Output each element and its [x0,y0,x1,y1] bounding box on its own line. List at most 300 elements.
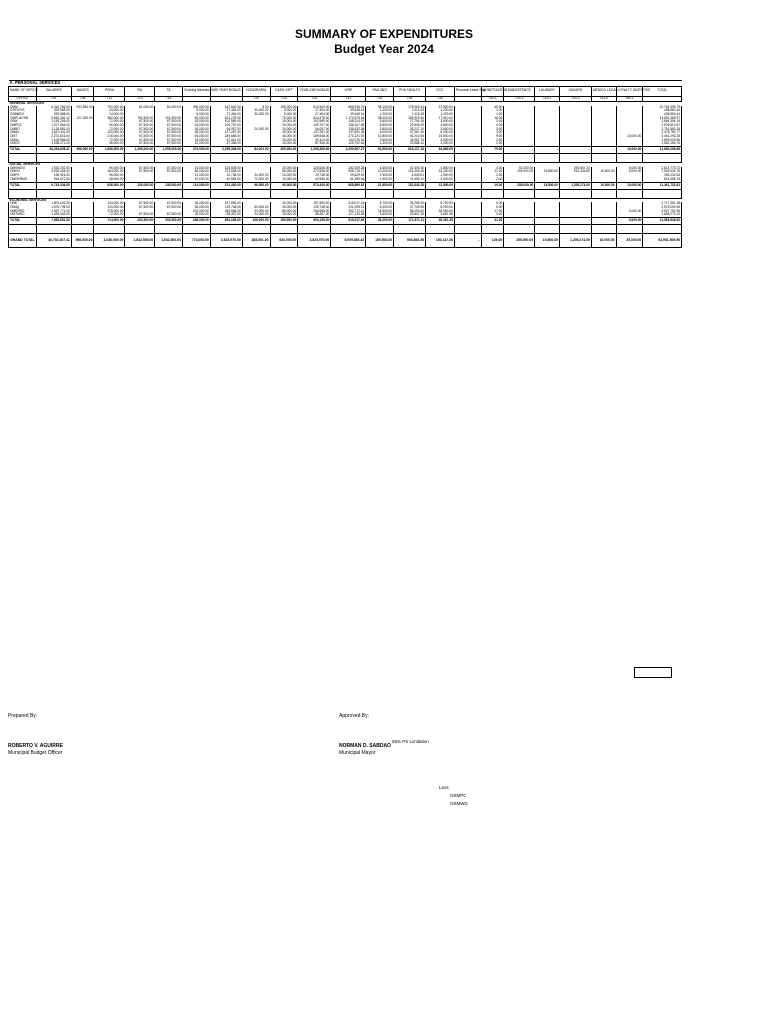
table-cell: 9.00 [481,135,504,139]
spacer-cell [9,225,37,234]
table-cell: 4,800.00 [366,124,394,128]
spacer-cell [454,153,481,162]
grand-total-cell: 1,642,500.00 [155,234,183,248]
total-cell: - [71,218,94,225]
column-code: 742-1 [481,96,504,101]
prepared-by-label: Prepared By: [8,713,38,719]
table-cell: 36,000.00 [183,206,211,210]
column-header: ECC [426,86,455,96]
table-cell: 12,000.00 [183,178,211,182]
column-header: LAUNDRY [535,86,560,96]
table-cell: 42,556.00 [298,178,331,182]
table-cell: 10,000.00 [616,135,643,139]
total-cell: 910,017.65 [331,218,366,225]
spacer-cell [210,225,242,234]
table-cell: 24,000.00 [242,213,270,217]
table-cell: 67,500.00 [125,128,155,132]
column-header: TA [155,86,183,96]
total-cell: 1,896,000.00 [94,146,125,153]
grand-total-cell: 25,000.00 [616,234,643,248]
ps-limitation-note: 55% PS Limitation [392,739,429,744]
table-cell: 3.00 [481,120,504,124]
table-cell: 498,860.44 [643,109,682,113]
table-cell: 24,000.00 [242,128,270,132]
table-cell: 10,764,395.75 [643,106,682,110]
grand-total-label: GRAND TOTAL [9,234,37,248]
office-name: OMENRO [9,210,37,214]
table-cell: 72,000.00 [242,178,270,182]
table-cell: 67,500.00 [155,139,183,143]
table-cell: 751,500.00 [155,117,183,121]
column-code: 789-1 [616,96,643,101]
table-cell: 1.00 [481,113,504,117]
table-cell: 1,038,271.00 [36,142,71,146]
table-cell: 1,864,394.15 [643,120,682,124]
office-name: OMCR [9,142,37,146]
approved-by-title: Municipal Mayor [339,750,376,756]
table-cell: 868,936.76 [331,106,366,110]
spacer-cell [125,189,155,198]
spacer-cell [504,153,535,162]
table-cell: 54,000.00 [183,135,211,139]
table-cell: 27,464.00 [298,109,331,113]
table-cell: 24,000.00 [242,210,270,214]
column-code: OFFICE [9,96,37,101]
office-name: OME [9,202,37,206]
grand-total-cell: 40,702,207.41 [36,234,71,248]
total-cell: 996,000.00 [71,146,94,153]
table-cell: 6.00 [481,202,504,206]
total-cell: 3,290,067.27 [331,146,366,153]
table-cell: 294,847.24 [559,167,591,171]
total-cell: 11,461,702.81 [643,182,682,189]
table-cell: 72,000.00 [94,120,125,124]
table-cell: 60,000.00 [242,206,270,210]
total-cell: 636,000.00 [94,182,125,189]
grand-total-cell: 64,951,509.96 [643,234,682,248]
grand-total-cell: 255,000.00 [504,234,535,248]
table-cell: 20,000.00 [270,124,298,128]
group-total-row [9,218,682,225]
office-name: OMAg [9,206,37,210]
spacer-cell [426,225,455,234]
spacer-cell [394,153,426,162]
spacer-cell [242,225,270,234]
grand-total-cell: 150,500.00 [366,234,394,248]
total-cell: 7,565,651.00 [36,218,71,225]
group-total-row [9,146,682,153]
table-cell: 94,057.00 [298,128,331,132]
prepared-by-title: Municipal Budget Officer [8,750,63,756]
spacer-cell [366,153,394,162]
column-header: YEAR-END BONUS [298,86,331,96]
table-cell: 51,000.00 [504,167,535,171]
spacer-cell [270,189,298,198]
table-cell: 4,649.61 [394,174,426,178]
table-cell: 1,658,279.13 [643,213,682,217]
table-cell: 3,600.00 [426,128,455,132]
spacer-cell [242,189,270,198]
table-cell: 120,000.00 [94,206,125,210]
group-label: GENERAL SERVICES [9,101,682,105]
table-cell: 144,000.00 [94,202,125,206]
total-cell: - [71,182,94,189]
table-cell: 29,645.39 [394,124,426,128]
table-cell: 67,500.00 [125,202,155,206]
spacer-cell [71,153,94,162]
grand-total-cell: 903,864.56 [394,234,426,248]
office-name: OMDRRMO [9,178,37,182]
grand-total-cell: 5,009,854.43 [331,234,366,248]
table-cell: 66,000.00 [183,170,211,174]
table-cell: 5,000.00 [270,113,298,117]
total-cell: 1,305,000.00 [155,146,183,153]
spacer-cell [71,189,94,198]
table-cell: 329,568.00 [36,113,71,117]
table-cell: 67,500.00 [155,120,183,124]
table-cell: 15,000.00 [270,120,298,124]
table-cell: 67,500.00 [125,135,155,139]
table-cell: 15,000.00 [270,213,298,217]
total-cell: 5,000.00 [616,218,643,225]
table-cell: 196,916.00 [36,174,71,178]
total-cell: 84,001.00 [242,146,270,153]
table-cell: 38,000.00 [366,117,394,121]
table-cell: 87,356.00 [298,142,331,146]
group-label: SOCIAL SERVICES [9,162,682,166]
column-header: CASH GIFT [270,86,298,96]
spacer-cell [210,153,242,162]
office-name: OMHO [9,170,37,174]
table-cell: 67,500.00 [125,120,155,124]
spacer-cell [481,153,504,162]
table-cell: 30,304.30 [394,167,426,171]
spacer-row [9,189,682,198]
grand-total-cell: 129.00 [481,234,504,248]
table-cell: 1,317,564.00 [36,124,71,128]
table-cell: 273,121.92 [331,135,366,139]
section-label: A. PERSONAL SERVICES [9,81,682,87]
spacer-row [9,225,682,234]
grand-total-cell: 996,000.00 [71,234,94,248]
office-name: OSBMSO [9,113,37,117]
column-code: 743-4 [591,96,616,101]
table-cell: 72,000.00 [94,139,125,143]
spacer-cell [125,153,155,162]
expenditure-table [8,80,682,248]
table-cell: 67,500.00 [125,139,155,143]
table-cell: 67,500.00 [125,131,155,135]
less-item-1: OSMPC [450,793,467,798]
spacer-cell [36,189,71,198]
page-subtitle: Budget Year 2024 [334,42,434,56]
office-name: OMPLNCSB [9,117,37,121]
column-header: Clothing Allowance [183,86,211,96]
table-cell: 1,200.00 [426,109,455,113]
spacer-cell [270,225,298,234]
table-cell: 88,287.00 [210,213,242,217]
table-cell: 10,000.00 [270,142,298,146]
total-cell: 10,000.00 [616,182,643,189]
table-cell: 612,540.00 [298,106,331,110]
table-cell: 2,400.00 [366,142,394,146]
total-cell: 95,000.00 [270,182,298,189]
office-name: OSM [9,120,37,124]
table-cell: 814,278.00 [298,117,331,121]
table-cell: 96,000.00 [94,167,125,171]
table-cell: 18,900.00 [366,210,394,214]
spacer-cell [481,225,504,234]
table-cell: 516,672.00 [36,178,71,182]
column-header: NAME OF OFFICE [9,86,37,96]
grand-total-cell: 1,642,500.00 [125,234,155,248]
total-cell: - [504,218,535,225]
table-cell: 18,900.00 [426,210,455,214]
grand-total-cell: - [454,234,481,248]
table-cell: 2,478,789.77 [643,131,682,135]
spacer-cell [242,153,270,162]
total-cell: - [504,146,535,153]
table-cell: 102,000.00 [183,210,211,214]
table-cell: 182,309.28 [331,167,366,171]
table-cell: 24,000.00 [94,109,125,113]
table-cell: 3,600.00 [426,120,455,124]
total-cell: - [591,218,616,225]
table-cell: 6,000.00 [426,206,455,210]
table-cell: 45.00 [481,106,504,110]
table-cell: 20,738.00 [298,174,331,178]
table-cell: 1,751,860.18 [643,128,682,132]
office-name: OMBO [9,128,37,132]
total-cell: - [559,146,591,153]
table-cell: 1,675,795.00 [36,206,71,210]
table-cell: 101,309.26 [394,170,426,174]
total-cell: 35,287.36 [426,218,455,225]
table-cell: 2,274,616.00 [36,135,71,139]
table-cell: 6,000.00 [426,131,455,135]
total-cell: 474,000.00 [183,146,211,153]
column-code: 732 [366,96,394,101]
table-cell: 25,000.00 [270,131,298,135]
column-header: SUBSISTENCE [504,86,535,96]
table-cell: 30,000.00 [242,109,270,113]
grand-total-cell: 1,205,274.00 [559,234,591,248]
spacer-cell [71,225,94,234]
spacer-cell [535,153,560,162]
table-cell: 20,738.00 [210,174,242,178]
total-cell: 654,198.00 [298,218,331,225]
table-cell: 148,224.97 [331,120,366,124]
office-name: OMAc [9,139,37,143]
table-cell: 3,461,293.28 [643,135,682,139]
table-cell: 137,287.00 [210,131,242,135]
table-cell: 109,797.00 [298,124,331,128]
table-cell: 5,000.00 [616,210,643,214]
table-cell: 329,568.00 [36,109,71,113]
total-cell: 155,000.00 [270,218,298,225]
spacer-cell [591,225,616,234]
table-cell: 814,278.00 [210,117,242,121]
total-cell: 574,440.00 [210,182,242,189]
prepared-by-name: ROBERTO V. AGUIRRE [8,743,63,749]
table-cell: 19,800.00 [535,170,560,174]
page-title: SUMMARY OF EXPENDITURES [294,27,474,41]
table-cell: 1,108,966.00 [36,139,71,143]
total-cell: 21,900.00 [366,182,394,189]
column-header: PERA [94,86,125,96]
table-cell: 126,608.00 [210,167,242,171]
grand-total-cell: 3,523,970.00 [298,234,331,248]
table-cell: 127,133.28 [331,213,366,217]
spacer-cell [643,189,682,198]
total-cell: 255,000.00 [504,182,535,189]
table-cell: 6,310,256.00 [36,106,71,110]
table-cell: 10,800.00 [426,135,455,139]
spacer-cell [125,225,155,234]
spacer-cell [94,225,125,234]
column-header: MEDICO LEGAL [591,86,616,96]
spacer-cell [559,225,591,234]
grand-total-cell: 774,000.00 [183,234,211,248]
table-cell: 8,700.00 [426,202,455,206]
table-cell: 189,668.00 [210,135,242,139]
spacer-cell [616,189,643,198]
blank-input-box [634,667,672,678]
table-cell: 81,000.00 [125,106,155,110]
total-cell: - [591,146,616,153]
table-cell: 18,000.00 [183,213,211,217]
table-cell: 5.00 [242,106,270,110]
table-cell: 23,586.12 [394,142,426,146]
table-cell: 72,000.00 [94,213,125,217]
table-cell: 6,000.00 [366,131,394,135]
table-cell: 67,500.00 [155,202,183,206]
table-cell: 29,629.92 [331,174,366,178]
table-cell: 2,614,773.72 [643,167,682,171]
column-code: 743-3 [559,96,591,101]
table-cell: 1,900.00 [426,174,455,178]
table-cell: 67,500.00 [155,213,183,217]
total-cell: 41,860,298.68 [643,146,682,153]
total-cell: 79.00 [481,146,504,153]
table-cell: 87,356.00 [210,142,242,146]
table-cell: 3,600.00 [366,120,394,124]
total-cell: 10,000.00 [616,146,643,153]
table-cell: 4.00 [481,124,504,128]
column-header: HONORARIA [242,86,270,96]
column-header: PAG-IBIG [366,86,394,96]
table-cell: 37,800.00 [426,106,455,110]
column-code: 711 [94,96,125,101]
total-cell: 19,800.00 [535,182,560,189]
table-cell: 1,039,443.00 [36,213,71,217]
grand-total-cell: 640,000.00 [270,234,298,248]
column-header: SALARIES [36,86,71,96]
spacer-cell [366,189,394,198]
grand-total-cell: 3,523,970.00 [210,234,242,248]
total-cell: 1,305,000.00 [125,146,155,153]
column-header: WAGES [71,86,94,96]
spacer-cell [454,189,481,198]
table-cell: 102,989.00 [210,120,242,124]
table-cell: 67,500.00 [155,131,183,135]
table-cell: 1,200.00 [366,113,394,117]
table-cell: 42,556.00 [210,178,242,182]
total-cell: 186,000.00 [183,218,211,225]
total-label: TOTAL [9,182,37,189]
column-code: 720 [242,96,270,101]
header-row [9,86,682,96]
table-cell: 2,400.00 [426,178,455,182]
table-cell: 268,568.00 [210,210,242,214]
total-cell: 26,294,828.21 [36,146,71,153]
total-cell: 31.00 [481,218,504,225]
table-cell: 37,067.40 [394,131,426,135]
table-cell: 3.00 [481,139,504,143]
table-cell: 109,797.00 [210,124,242,128]
table-cell: 24,951.76 [394,139,426,143]
spacer-cell [481,189,504,198]
spacer-cell [591,153,616,162]
spacer-cell [504,189,535,198]
office-name: OMSWDO [9,167,37,171]
group-total-row [9,182,682,189]
table-cell: 39,548.16 [331,113,366,117]
table-cell: 268,568.00 [298,210,331,214]
table-cell: 201,095.21 [331,206,366,210]
table-cell: 6,000.00 [366,206,394,210]
table-cell: 1,155,208.00 [36,120,71,124]
table-cell: 24,000.00 [183,124,211,128]
table-cell: 1.00 [481,109,504,113]
table-cell: 37,705.95 [394,206,426,210]
table-cell: 27,464.00 [210,113,242,117]
spacer-cell [331,189,366,198]
table-cell: 158,107.68 [331,124,366,128]
total-cell: - [535,146,560,153]
spacer-cell [454,225,481,234]
grand-total-row [9,234,682,248]
table-cell: 126,608.00 [298,167,331,171]
table-cell: 96,000.00 [94,174,125,178]
spacer-cell [270,153,298,162]
table-cell: 2,717,381.38 [643,202,682,206]
spacer-cell [9,189,37,198]
total-cell: 714,000.00 [94,218,125,225]
total-cell [454,146,481,153]
table-cell: 92,414.00 [210,139,242,143]
group-label: ECONOMIC SERVICES [9,198,682,202]
table-cell: 157,595.00 [210,202,242,206]
column-code: 731 [331,96,366,101]
table-cell: 12,000.00 [183,142,211,146]
table-cell: 792,000.00 [94,106,125,110]
total-cell: 808,869.52 [331,182,366,189]
table-cell: 373,538.00 [298,170,331,174]
spacer-cell [535,189,560,198]
table-cell: 72,000.00 [94,128,125,132]
table-cell: 67,500.00 [125,213,155,217]
office-name: OMPS [9,174,37,178]
table-cell: 51,210.96 [394,135,426,139]
table-cell: 7,415.28 [394,113,426,117]
total-cell: 96,000.00 [242,182,270,189]
table-cell: 120,000.00 [94,131,125,135]
table-cell: 14,851,385.97 [643,117,682,121]
table-cell: 197,691.28 [331,131,366,135]
table-cell: 85,000.00 [270,210,298,214]
table-cell: 4,936,454.00 [36,170,71,174]
